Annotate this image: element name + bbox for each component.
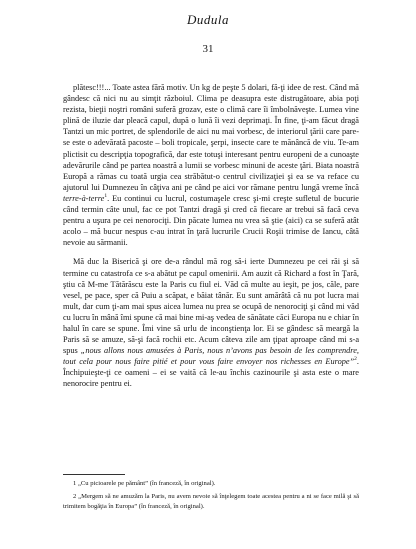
footnote: 1 „Cu picioarele pe pământ” (în franceză, în original). bbox=[73, 480, 216, 487]
running-header: Dudula bbox=[187, 12, 229, 27]
page-number: 31 bbox=[202, 43, 214, 55]
text-run: . Eu continui cu lucrul, costumaşele cresc şi-mi creşte sufletul de bucurie când termin câte unul, fac ce pot Tantzi dragă şi cred că fiecare ar trebui să facă ceva pentru a uşura pe cei nenorociţi. Din păcate lumea nu vrea să ştie (aici) ca se suferă atât acolo – mă bucur nespus c-au intrat în ţară lucrurile Crucii Roşii trimise de Iancu, câtă nevoie au sărmanii. bbox=[63, 193, 359, 248]
paragraph bbox=[63, 256, 359, 389]
text-run: Mă duc la Biserică şi ore de-a rândul mă rog să-i ierte Dumnezeu pe cei răi şi să termine cu catastrofa ce s-a abătut pe capul omenirii. Am auzit că Richard a fost în Ţară, ştiu că M-me Tătărăscu este la Paris cu fiul ei. Văd că multe au ieşit, pe jos, căle, pare vesel, pe pace, sper că Puiu a scăpat, e băiat tânăr. Eu sunt amărâtă că nu pot lucra mai mult, dar cum ţi-am mai spus aicea lumea nu prea se ocupă de nenorociţi şi când mi văd cu lucru în mână îmi spune că mai bine mi-aş vedea de sănătate căci Europa nu e chiar în halul în care se spune. Îmi vine să urlu de inconştienţa lor. Ei se gândesc să meargă la Paris să se amuze, să-şi facă rochii etc. Acum câteva zile am ţipat aproape când mi s-a spus bbox=[63, 257, 359, 356]
footnote-ref[interactable]: 2 bbox=[354, 356, 357, 363]
text-run: . Închipuieşte-ţi ce oameni – ei se vaită că le-au închis cazinourile şi asta este o mare nenorocire pentru ei. bbox=[63, 357, 359, 389]
footnotes bbox=[63, 479, 359, 511]
footnote-divider bbox=[63, 474, 125, 475]
paragraph bbox=[63, 82, 359, 248]
italic-phrase: terre-à-terre bbox=[63, 193, 105, 203]
italic-quote: „nous allons nous amusées à Paris, nous n’avons pas besoin de les comprendre, tout cela pour nous faire pitié et pour vous faire envoyer nos richesses en Europe” bbox=[63, 346, 359, 367]
footnote-ref[interactable]: 1 bbox=[104, 193, 108, 200]
footnote: 2 „Mergem să ne amuzăm la Paris, nu avem nevoie să înţelegem toate acestea pentru a ni se face milă şi să trimitem bogăţia în Europa” (în franceză, în original). bbox=[63, 492, 359, 510]
body-text bbox=[63, 82, 359, 390]
text-run: plătesc!!!... Toate astea fără motiv. Un kg de peşte 5 dolari, fă-ţi idee de rest. Când mă gândesc că nici nu au simţit războiul. Clima pe deasupra este distrugătoare, abia poţi rezista, bieţii noştri români suferă grozav, este o climă care îi îmbolnăveşte. Lumea vine plină de iluzie dar pleacă capul, după o lună îi vezi deprimaţi. În fine, ţi-am făcut dragă Tantzi un mic portret, de splendorile de aici nu mai vorbesc, de interiorul ţării care pare-se este o adevărată pacoste – boli tropicale, şerpi, insecte care te mănâncă de viu. Te-am plictisit cu descripţia topografică, dar este totuşi interesant pentru europeni de a cunoaşte adevărurile când pe partea noastră a lumii se vorbesc minuni de aceste ţări. Biata noastră Europă a rămas cu toată urgia cea străbătut-o centrul civilizaţiei şi ea se va reface cu ajutorul lui Dumnezeu în câţiva ani pe când pe aici vor rămane pentru lungă vreme încă bbox=[63, 83, 359, 192]
